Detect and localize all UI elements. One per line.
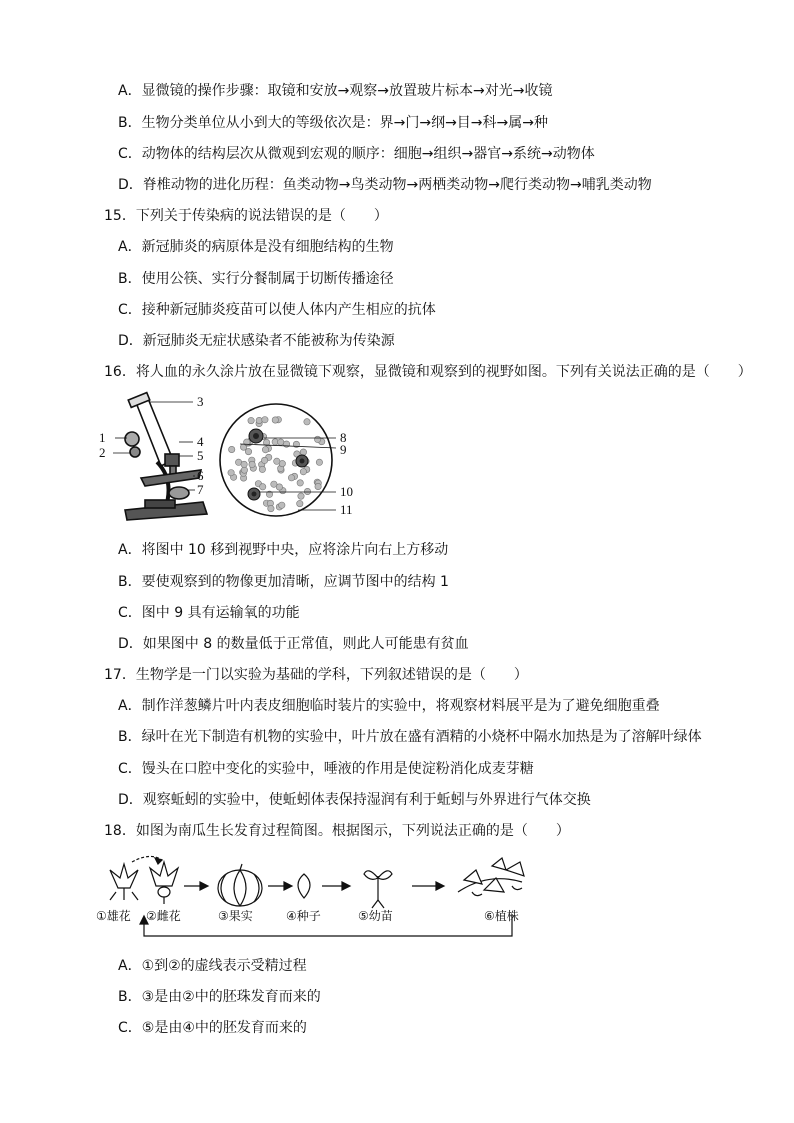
female-flower-drawing	[150, 862, 178, 904]
stage-fruit: ③果实	[218, 909, 253, 923]
red-blood-cell	[249, 461, 255, 467]
q16-option-b: B．要使观察到的物像更加清晰，应调节图中的结构 1	[118, 574, 449, 590]
q15-option-d: D．新冠肺炎无症状感染者不能被称为传染源	[118, 333, 395, 349]
red-blood-cell	[316, 459, 322, 465]
red-blood-cell	[259, 466, 265, 472]
q18-stem: 18．如图为南瓜生长发育过程简图。根据图示，下列说法正确的是（ ）	[104, 823, 570, 839]
red-blood-cell	[304, 488, 310, 494]
q15-option-b: B．使用公筷、实行分餐制属于切断传播途径	[118, 271, 394, 287]
q18-option-c: C．⑤是由④中的胚发育而来的	[118, 1020, 307, 1036]
field-label-9: 9	[340, 442, 347, 457]
white-blood-cell-nucleus	[252, 492, 257, 497]
red-blood-cell	[276, 484, 282, 490]
red-blood-cell	[279, 502, 285, 508]
microscope-label-6: 6	[197, 468, 204, 483]
pumpkin-lifecycle-figure	[92, 852, 552, 942]
microscope-label-3: 3	[197, 394, 204, 409]
q17-option-d: D．观察蚯蚓的实验中，使蚯蚓体表保持湿润有利于蚯蚓与外界进行气体交换	[118, 792, 591, 808]
red-blood-cell	[228, 470, 234, 476]
red-blood-cell	[300, 449, 306, 455]
red-blood-cell	[314, 436, 320, 442]
red-blood-cell	[288, 475, 294, 481]
red-blood-cell	[260, 484, 266, 490]
prev-option-a: A．显微镜的操作步骤：取镜和安放→观察→放置玻片标本→对光→收镜	[118, 83, 553, 99]
red-blood-cell	[262, 447, 268, 453]
red-blood-cell	[268, 505, 274, 511]
red-blood-cell	[248, 417, 254, 423]
plant-drawing	[458, 858, 524, 896]
microscope-label-2: 2	[99, 445, 106, 460]
microscope-label-7: 7	[197, 482, 204, 497]
red-blood-cell	[274, 458, 280, 464]
red-blood-cell	[300, 469, 306, 475]
red-blood-cell	[262, 417, 268, 423]
stage-seedling: ⑤幼苗	[358, 909, 393, 923]
red-blood-cell	[304, 419, 310, 425]
q16-stem: 16．将人血的永久涂片放在显微镜下观察，显微镜和观察到的视野如图。下列有关说法正确的是（ ）	[104, 364, 752, 380]
q15-option-c: C．接种新冠肺炎疫苗可以使人体内产生相应的抗体	[118, 302, 436, 318]
red-blood-cell	[298, 493, 304, 499]
red-blood-cell	[241, 461, 247, 467]
pumpkin-fruit-drawing	[218, 864, 262, 906]
blood-field-figure	[218, 398, 368, 522]
red-blood-cell	[315, 483, 321, 489]
q18-option-a: A．①到②的虚线表示受精过程	[118, 958, 307, 974]
red-blood-cell	[278, 439, 284, 445]
red-blood-cell	[256, 417, 262, 423]
microscope-label-1: 1	[99, 430, 106, 445]
microscope-label-5: 5	[197, 448, 204, 463]
microscope-label-4: 4	[197, 434, 204, 449]
seed-drawing	[298, 874, 310, 898]
field-label-10: 10	[340, 484, 353, 499]
red-blood-cell	[229, 446, 235, 452]
prev-option-c: C．动物体的结构层次从微观到宏观的顺序：细胞→组织→器官→系统→动物体	[118, 146, 595, 162]
white-blood-cell-nucleus	[300, 459, 305, 464]
microscope-figure	[95, 390, 215, 525]
male-flower-drawing	[110, 864, 138, 900]
red-blood-cell	[245, 448, 251, 454]
q16-option-a: A．将图中 10 移到视野中央，应将涂片向右上方移动	[118, 542, 449, 558]
process-arrows	[132, 856, 512, 936]
q15-stem: 15．下列关于传染病的说法错误的是（ ）	[104, 208, 388, 224]
red-blood-cell	[297, 480, 303, 486]
q16-option-d: D．如果图中 8 的数量低于正常值，则此人可能患有贫血	[118, 636, 469, 652]
prev-option-b: B．生物分类单位从小到大的等级依次是：界→门→纲→目→科→属→种	[118, 115, 548, 131]
q15-option-a: A．新冠肺炎的病原体是没有细胞结构的生物	[118, 239, 394, 255]
red-blood-cell	[272, 417, 278, 423]
stage-female-flower: ②雌花	[146, 909, 181, 923]
stage-male-flower: ①雄花	[96, 909, 131, 923]
q18-option-b: B．③是由②中的胚珠发育而来的	[118, 989, 321, 1005]
field-label-11: 11	[340, 502, 353, 517]
microscope-drawing	[125, 393, 207, 520]
prev-option-d: D．脊椎动物的进化历程：鱼类动物→鸟类动物→两栖类动物→爬行类动物→哺乳类动物	[118, 177, 652, 193]
field-label-8: 8	[340, 430, 347, 445]
red-blood-cell	[261, 457, 267, 463]
stage-plant: ⑥植株	[484, 909, 519, 923]
q17-option-b: B．绿叶在光下制造有机物的实验中，叶片放在盛有酒精的小烧杯中隔水加热是为了溶解叶绿体	[118, 729, 702, 745]
q17-option-a: A．制作洋葱鳞片叶内表皮细胞临时装片的实验中，将观察材料展平是为了避免细胞重叠	[118, 698, 660, 714]
seedling-drawing	[364, 871, 392, 908]
stage-seed: ④种子	[286, 909, 321, 923]
q17-stem: 17．生物学是一门以实验为基础的学科，下列叙述错误的是（ ）	[104, 667, 528, 683]
q17-option-c: C．馒头在口腔中变化的实验中，唾液的作用是使淀粉消化成麦芽糖	[118, 761, 534, 777]
red-blood-cell	[297, 500, 303, 506]
white-blood-cell-nucleus	[253, 433, 259, 439]
q16-option-c: C．图中 9 具有运输氧的功能	[118, 605, 300, 621]
